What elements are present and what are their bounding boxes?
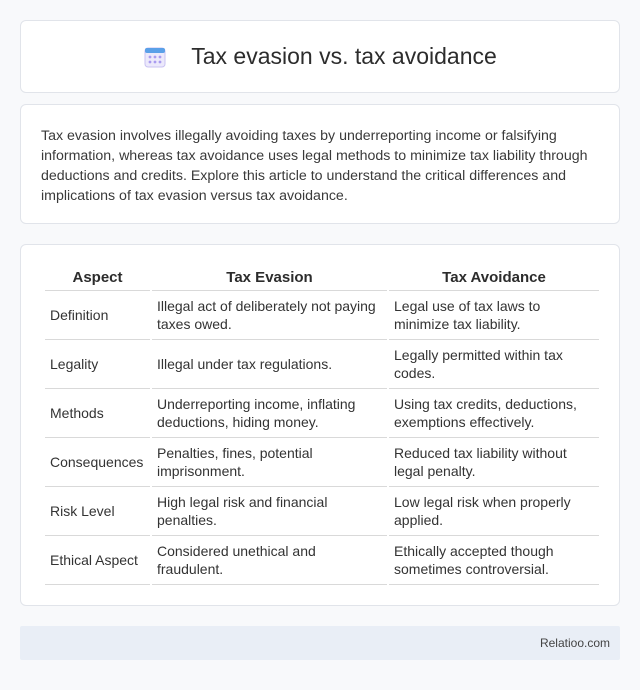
evasion-cell: High legal risk and financial penalties.: [152, 487, 387, 536]
avoidance-cell: Reduced tax liability without legal penalty.: [389, 438, 599, 487]
header-aspect: Aspect: [45, 265, 150, 291]
table-header-row: [45, 265, 599, 291]
footer: [20, 626, 620, 660]
table-row: [45, 291, 599, 340]
evasion-cell: Penalties, fines, potential imprisonment.: [152, 438, 387, 487]
avoidance-cell: Legally permitted within tax codes.: [389, 340, 599, 389]
avoidance-cell: Ethically accepted though sometimes controversial.: [389, 536, 599, 585]
title-card: [20, 20, 620, 93]
comparison-table: [43, 265, 601, 585]
page-title: Tax evasion vs. tax avoidance: [191, 43, 497, 69]
aspect-cell: Ethical Aspect: [45, 536, 150, 585]
table-row: [45, 438, 599, 487]
evasion-cell: Underreporting income, inflating deductions, hiding money.: [152, 389, 387, 438]
avoidance-cell: Legal use of tax laws to minimize tax liability.: [389, 291, 599, 340]
calendar-icon: [143, 45, 167, 69]
aspect-cell: Legality: [45, 340, 150, 389]
footer-site-link[interactable]: Relatioo.com: [539, 636, 610, 650]
header-tax-avoidance: Tax Avoidance: [389, 265, 599, 291]
table-row: [45, 340, 599, 389]
header-tax-evasion: Tax Evasion: [152, 265, 387, 291]
table-row: [45, 487, 599, 536]
aspect-cell: Definition: [45, 291, 150, 340]
table-card: [20, 244, 620, 606]
evasion-cell: Illegal under tax regulations.: [152, 340, 387, 389]
intro-card: [20, 104, 620, 224]
table-row: [45, 389, 599, 438]
avoidance-cell: Using tax credits, deductions, exemptions effectively.: [389, 389, 599, 438]
evasion-cell: Considered unethical and fraudulent.: [152, 536, 387, 585]
table-row: [45, 536, 599, 585]
aspect-cell: Consequences: [45, 438, 150, 487]
intro-text: Tax evasion involves illegally avoiding taxes by underreporting income or falsifying information, whereas tax avoidance uses legal methods to minimize tax liability through deductions and credits. Explore this article to understand the critical differences and implications of tax evasion versus tax avoidance.: [41, 128, 588, 204]
aspect-cell: Methods: [45, 389, 150, 438]
evasion-cell: Illegal act of deliberately not paying taxes owed.: [152, 291, 387, 340]
avoidance-cell: Low legal risk when properly applied.: [389, 487, 599, 536]
aspect-cell: Risk Level: [45, 487, 150, 536]
